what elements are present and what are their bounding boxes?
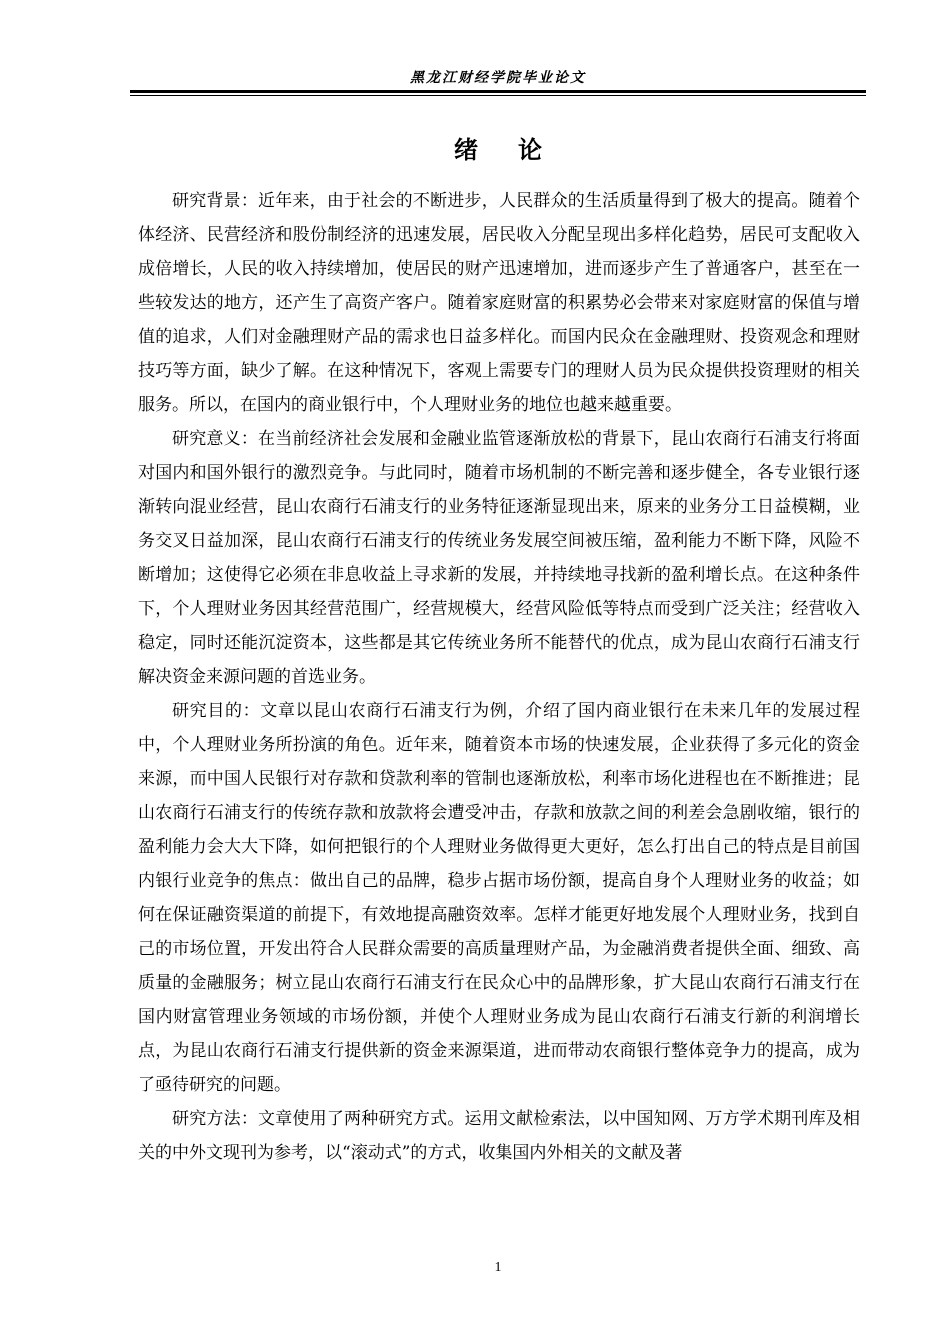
body-text [138,184,860,1170]
paragraph-background: 研究背景：近年来，由于社会的不断进步，人民群众的生活质量得到了极大的提高。随着个体经济、民营经济和股份制经济的迅速发展，居民收入分配呈现出多样化趋势，居民可支配收入成倍增长，人民的收入持续增加，使居民的财产迅速增加，进而逐步产生了普通客户，甚至在一些较发达的地方，还产生了高资产客户。随着家庭财富的积累势必会带来对家庭财富的保值与增值的追求，人们对金融理财产品的需求也日益多样化。而国内民众在金融理财、投资观念和理财技巧等方面，缺少了解。在这种情况下，客观上需要专门的理财人员为民众提供投资理财的相关服务。所以，在国内的商业银行中，个人理财业务的地位也越来越重要。 [138,191,860,415]
paragraph-purpose: 研究目的：文章以昆山农商行石浦支行为例，介绍了国内商业银行在未来几年的发展过程中，个人理财业务所扮演的角色。近年来，随着资本市场的快速发展，企业获得了多元化的资金来源，而中国人民银行对存款和贷款利率的管制也逐渐放松，利率市场化进程也在不断推进；昆山农商行石浦支行的传统存款和放款将会遭受冲击，存款和放款之间的利差会急剧收缩，银行的盈利能力会大大下降，如何把银行的个人理财业务做得更大更好，怎么打出自己的特点是目前国内银行业竞争的焦点：做出自己的品牌，稳步占据市场份额，提高自身个人理财业务的收益；如何在保证融资渠道的前提下，有效地提高融资效率。怎样才能更好地发展个人理财业务，找到自己的市场位置，开发出符合人民群众需要的高质量理财产品，为金融消费者提供全面、细致、高质量的金融服务；树立昆山农商行石浦支行在民众心中的品牌形象，扩大昆山农商行石浦支行在国内财富管理业务领域的市场份额，并使个人理财业务成为昆山农商行石浦支行新的利润增长点，为昆山农商行石浦支行提供新的资金来源渠道，进而带动农商银行整体竞争力的提高，成为了亟待研究的问题。 [138,701,860,1095]
header-rule-thin [130,95,866,96]
paragraph-method: 研究方法：文章使用了两种研究方式。运用文献检索法，以中国知网、万方学术期刊库及相关的中外文现刊为参考，以“滚动式”的方式，收集国内外相关的文献及著 [138,1109,860,1163]
paragraph-significance: 研究意义：在当前经济社会发展和金融业监管逐渐放松的背景下，昆山农商行石浦支行将面对国内和国外银行的激烈竞争。与此同时，随着市场机制的不断完善和逐步健全，各专业银行逐渐转向混业经营，昆山农商行石浦支行的业务特征逐渐显现出来，原来的业务分工日益模糊，业务交叉日益加深，昆山农商行石浦支行的传统业务发展空间被压缩，盈利能力不断下降，风险不断增加；这使得它必须在非息收益上寻求新的发展，并持续地寻找新的盈利增长点。在这种条件下，个人理财业务因其经营范围广，经营规模大，经营风险低等特点而受到广泛关注；经营收入稳定，同时还能沉淀资本，这些都是其它传统业务所不能替代的优点，成为昆山农商行石浦支行解决资金来源问题的首选业务。 [138,429,860,687]
running-header: 黑龙江财经学院毕业论文 [410,70,586,86]
header-rule-thick [130,90,866,93]
chapter-title: 绪论 [454,136,582,164]
page-number: 1 [494,1260,502,1275]
